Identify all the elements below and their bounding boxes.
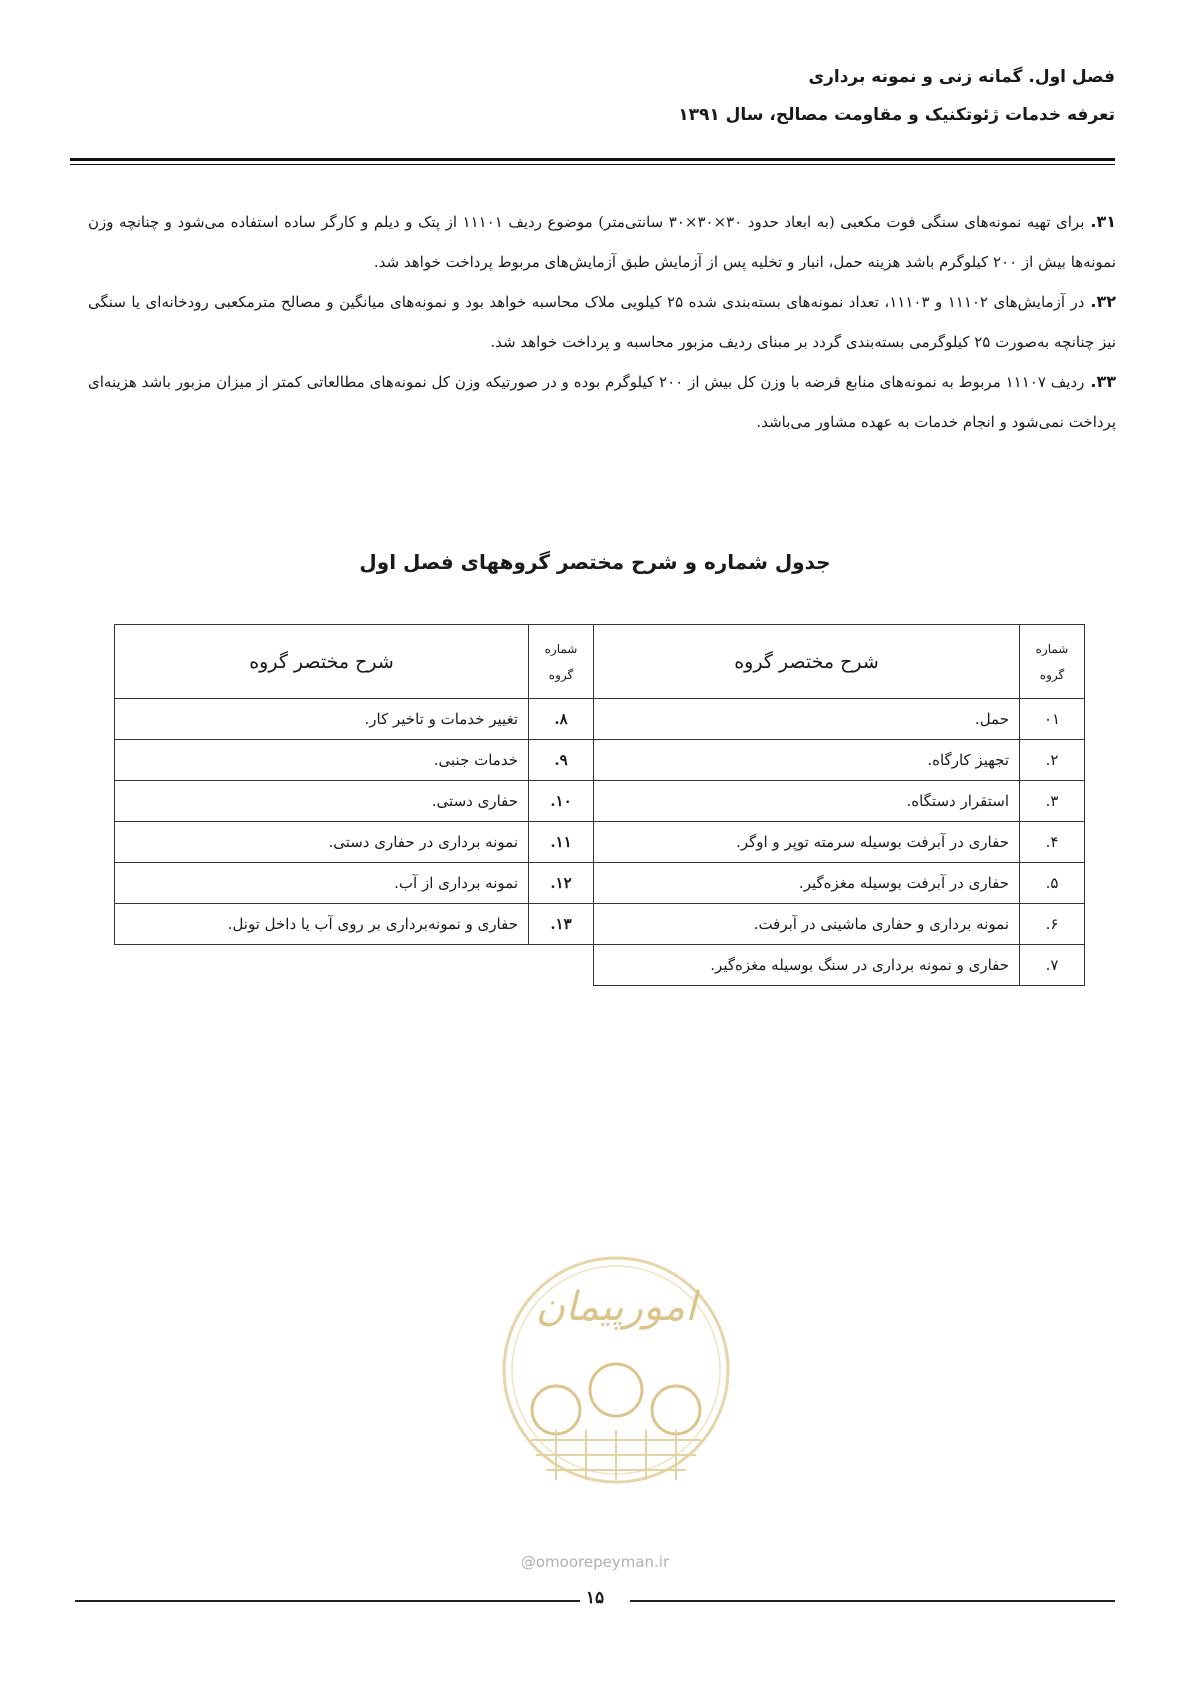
table-row <box>115 781 594 822</box>
groups-table-right <box>593 624 1085 986</box>
header-rule-thick <box>70 158 1115 161</box>
header-num-line2: گروه <box>1039 667 1065 682</box>
header-num-cell <box>1020 625 1085 699</box>
table-row <box>594 945 1085 986</box>
group-description: حفاری دستی. <box>115 781 529 822</box>
logo-text: امورپیمان <box>535 1284 697 1330</box>
table-row <box>594 822 1085 863</box>
tariff-title: تعرفه خدمات ژئوتکنیک و مقاومت مصالح، سال ۱۳۹۱ <box>678 105 1115 125</box>
table-row <box>115 822 594 863</box>
table-header-row <box>594 625 1085 699</box>
page-header <box>678 58 1115 134</box>
group-number: ۱۲. <box>529 863 594 904</box>
group-number: ۸. <box>529 699 594 740</box>
group-number: ۶. <box>1020 904 1085 945</box>
group-number: ۴. <box>1020 822 1085 863</box>
group-description: حفاری در آبرفت بوسیله مغزه‌گیر. <box>594 863 1020 904</box>
note-32 <box>88 282 1116 362</box>
note-33 <box>88 362 1116 442</box>
group-number: ۷. <box>1020 945 1085 986</box>
group-description: نمونه برداری و حفاری ماشینی در آبرفت. <box>594 904 1020 945</box>
table-row <box>115 904 594 945</box>
page-number: ۱۵ <box>585 1588 605 1608</box>
group-number: ۰۱ <box>1020 699 1085 740</box>
group-description: حفاری در آبرفت بوسیله سرمته توپر و اوگر. <box>594 822 1020 863</box>
note-31 <box>88 202 1116 282</box>
group-number: ۳. <box>1020 781 1085 822</box>
note-number: ۳۳. <box>1090 372 1116 391</box>
watermark-url: @omoorepeyman.ir <box>520 1553 670 1571</box>
group-number: ۱۰. <box>529 781 594 822</box>
group-description: حمل. <box>594 699 1020 740</box>
group-number: ۵. <box>1020 863 1085 904</box>
table-row <box>594 863 1085 904</box>
table-row <box>594 740 1085 781</box>
group-description: استقرار دستگاه. <box>594 781 1020 822</box>
group-number: ۱۱. <box>529 822 594 863</box>
header-num-line2: گروه <box>548 667 574 682</box>
table-title: جدول شماره و شرح مختصر گروههای فصل اول <box>359 550 831 574</box>
notes-section <box>88 202 1116 442</box>
note-text: برای تهیه نمونه‌های سنگی فوت مکعبی (به ابعاد حدود ۳۰×۳۰×۳۰ سانتی‌متر) موضوع ردیف ۱۱۱۰۱ از پتک و دیلم و کارگر ساده استفاده می‌شود و چنانچه وزن نمونه‌ها بیش از ۲۰۰ کیلوگرم باشد هزینه حمل، انبار و تخلیه پس از آزمایش طبق آزمایش‌های مربوط پرداخت خواهد شد. <box>88 213 1116 271</box>
table-row <box>594 781 1085 822</box>
table-header-row <box>115 625 594 699</box>
group-description: تجهیز کارگاه. <box>594 740 1020 781</box>
watermark-logo-icon <box>496 1240 736 1540</box>
group-description: نمونه برداری از آب. <box>115 863 529 904</box>
groups-table-left <box>114 624 594 945</box>
group-description: نمونه برداری در حفاری دستی. <box>115 822 529 863</box>
header-num-line1: شماره <box>544 641 578 656</box>
group-number: ۱۳. <box>529 904 594 945</box>
header-num-line1: شماره <box>1035 641 1069 656</box>
note-number: ۳۲. <box>1090 292 1116 311</box>
header-desc-cell: شرح مختصر گروه <box>594 625 1020 699</box>
table-row <box>115 699 594 740</box>
group-description: تغییر خدمات و تاخیر کار. <box>115 699 529 740</box>
group-number: ۹. <box>529 740 594 781</box>
group-description: حفاری و نمونه برداری در سنگ بوسیله مغزه‌گیر. <box>594 945 1020 986</box>
group-number: ۲. <box>1020 740 1085 781</box>
group-description: خدمات جنبی. <box>115 740 529 781</box>
table-row <box>594 699 1085 740</box>
header-num-cell <box>529 625 594 699</box>
note-text: ردیف ۱۱۱۰۷ مربوط به نمونه‌های منابع قرضه با وزن کل بیش از ۲۰۰ کیلوگرم بوده و در صورتیکه وزن کل نمونه‌های مطالعاتی کمتر از میزان مزبور باشد هزینه‌ای پرداخت نمی‌شود و انجام خدمات به عهده مشاور می‌باشد. <box>88 373 1116 431</box>
chapter-title: فصل اول. گمانه زنی و نمونه برداری <box>808 67 1115 87</box>
table-row <box>594 904 1085 945</box>
note-number: ۳۱. <box>1090 212 1116 231</box>
note-text: در آزمایش‌های ۱۱۱۰۲ و ۱۱۱۰۳، تعداد نمونه‌های بسته‌بندی شده ۲۵ کیلویی ملاک محاسبه خواهد بود و نمونه‌های میانگین و مصالح مترمکعبی رودخانه‌ای یا سنگی نیز چنانچه به‌صورت ۲۵ کیلوگرمی بسته‌بندی گردد بر مبنای ردیف مزبور محاسبه و پرداخت خواهد شد. <box>88 293 1116 351</box>
header-rule-thin <box>70 164 1115 165</box>
table-row <box>115 740 594 781</box>
header-desc-cell: شرح مختصر گروه <box>115 625 529 699</box>
group-description: حفاری و نمونه‌برداری بر روی آب یا داخل تونل. <box>115 904 529 945</box>
table-row <box>115 863 594 904</box>
